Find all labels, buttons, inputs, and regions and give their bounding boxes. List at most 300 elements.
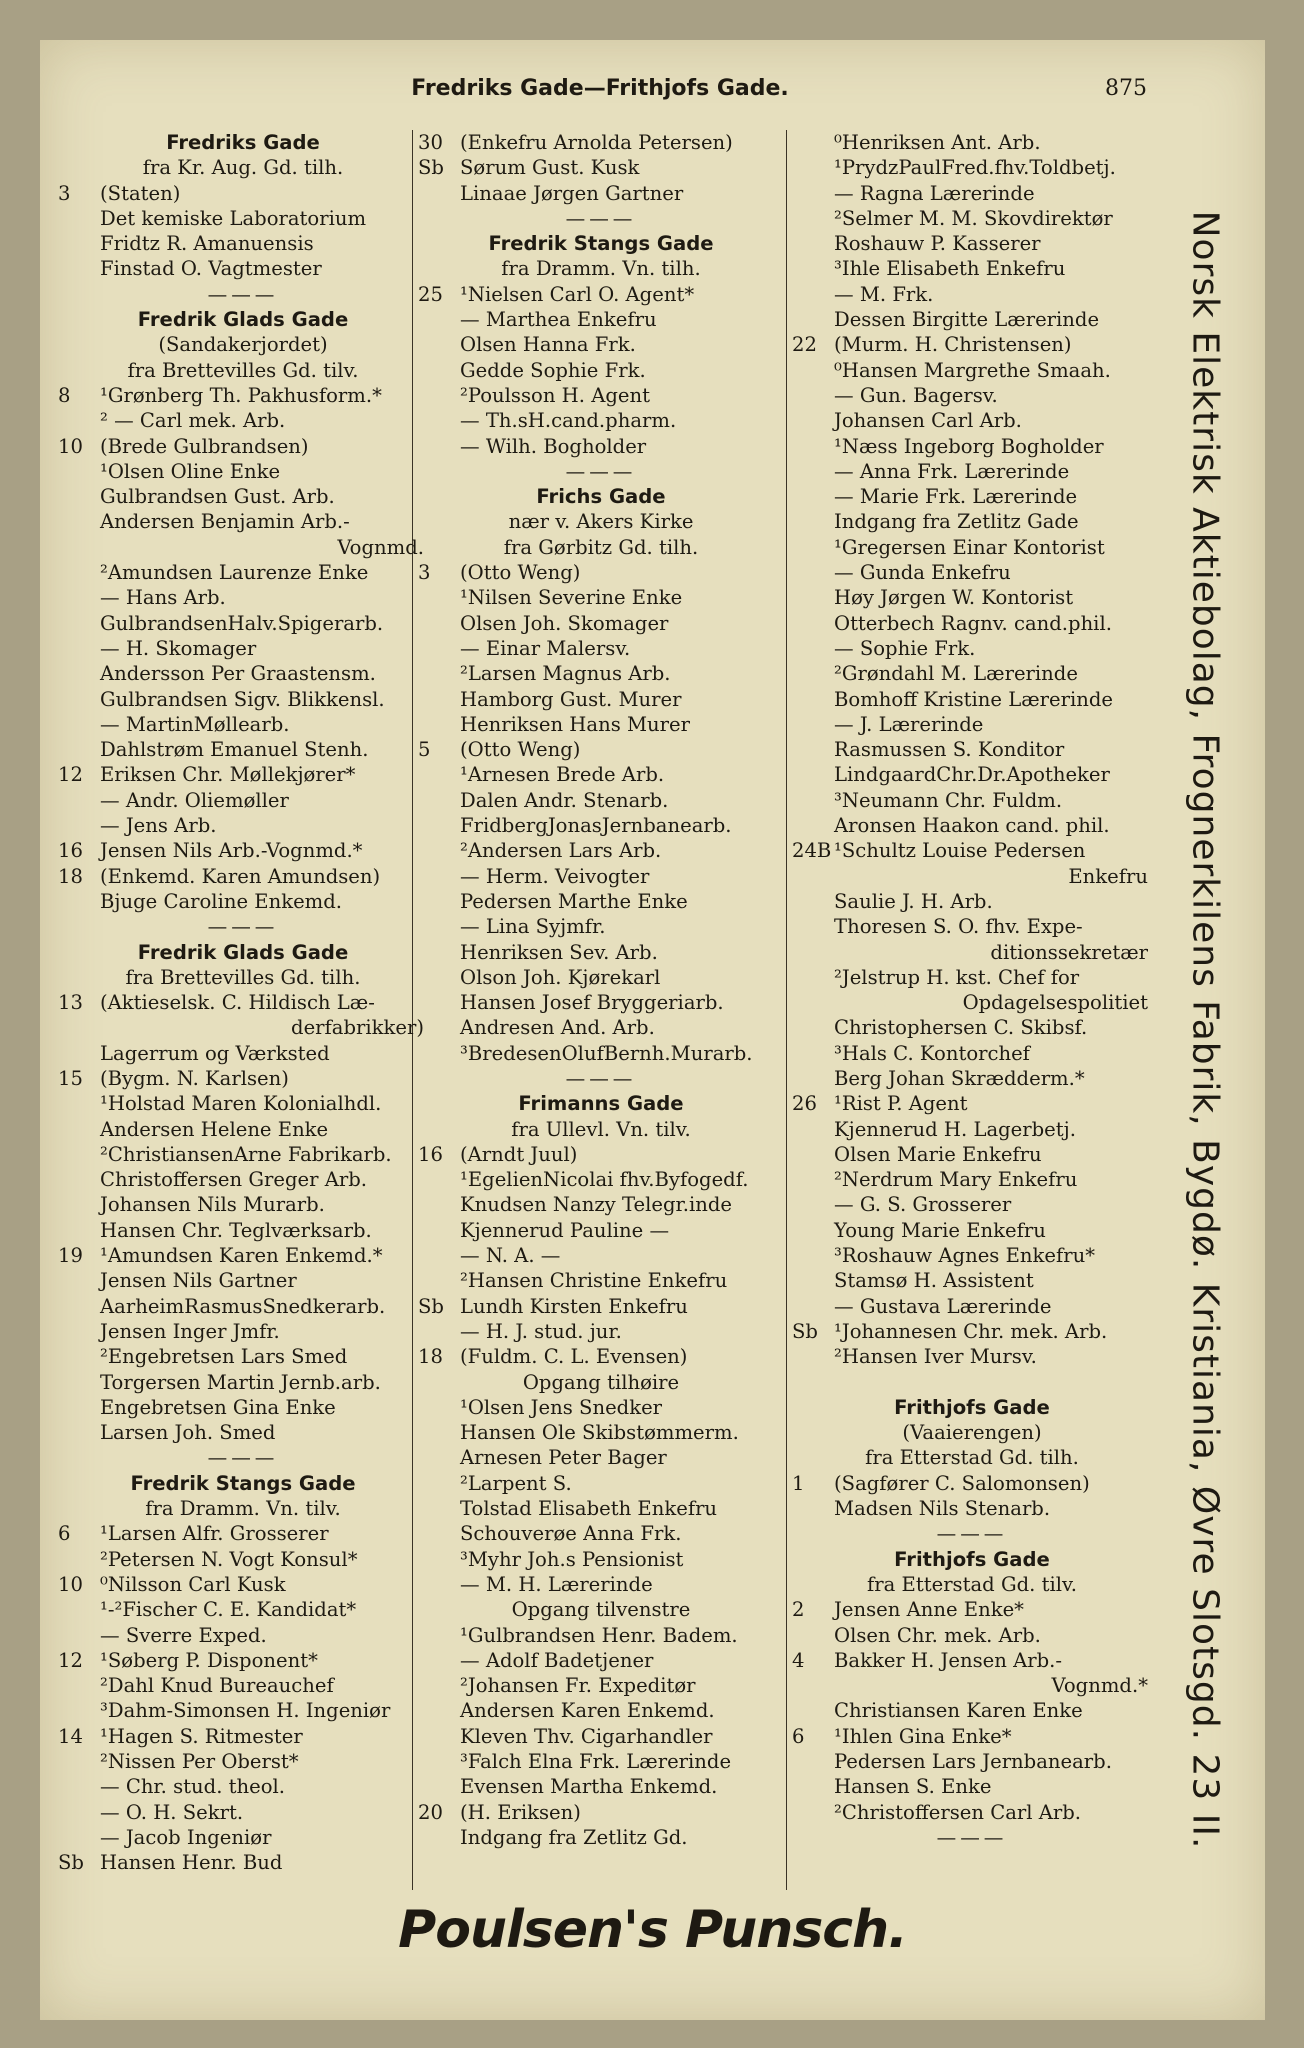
directory-line [792, 712, 1152, 737]
directory-line [418, 838, 784, 863]
line-text: Det kemiske Laboratorium [100, 206, 367, 230]
line-text: Torgersen Martin Jernb.arb. [100, 1370, 381, 1394]
directory-line [58, 1192, 428, 1217]
line-text: (Otto Weng) [460, 561, 581, 585]
directory-line [418, 256, 784, 281]
line-text: — MartinMøllearb. [100, 712, 290, 736]
line-text: ¹-²Fischer C. E. Kandidat* [100, 1598, 357, 1622]
line-text: Frithjofs Gade [894, 1547, 1050, 1571]
line-text: Pedersen Marthe Enke [460, 889, 688, 913]
line-text: Johansen Nils Murarb. [100, 1193, 325, 1217]
directory-line [58, 1724, 428, 1749]
directory-line [792, 1041, 1152, 1066]
directory-line [792, 1572, 1152, 1597]
directory-line [792, 661, 1152, 686]
line-text: Berg Johan Skrædderm.* [834, 1066, 1085, 1090]
column-3 [792, 130, 1152, 1850]
line-text: Rasmussen S. Konditor [834, 738, 1065, 762]
directory-line [418, 1142, 784, 1167]
directory-line [58, 687, 428, 712]
house-number: 8 [58, 383, 71, 407]
directory-line [58, 1698, 428, 1723]
directory-line [792, 889, 1152, 914]
line-text: AarheimRasmusSnedkerarb. [100, 1294, 386, 1318]
directory-line [418, 1623, 784, 1648]
directory-line [58, 1597, 428, 1622]
line-text: Madsen Nils Stenarb. [834, 1497, 1051, 1521]
directory-line [58, 1167, 428, 1192]
house-number: 14 [58, 1724, 83, 1748]
line-text: Andersson Per Graastensm. [100, 662, 376, 686]
line-text: ²Dahl Knud Bureauchef [100, 1674, 334, 1698]
line-text: — Marie Frk. Lærerinde [834, 485, 1078, 509]
house-number: 6 [792, 1724, 805, 1748]
house-number: 15 [58, 1066, 83, 1090]
line-text: — M. H. Lærerinde [460, 1572, 653, 1596]
line-text: Tolstad Elisabeth Enkefru [460, 1497, 718, 1521]
directory-line [792, 1597, 1152, 1622]
line-text: Evensen Martha Enkemd. [460, 1775, 718, 1799]
line-text: fra Etterstad Gd. tilh. [865, 1446, 1079, 1470]
directory-line [418, 965, 784, 990]
line-text: ——— [207, 282, 279, 306]
line-text: Olsen Joh. Skomager [460, 611, 669, 635]
street-heading [58, 130, 428, 155]
directory-line [58, 1370, 428, 1395]
line-text: Kjennerud Pauline — [460, 1218, 670, 1242]
line-text: ⁰Nilsson Carl Kusk [100, 1572, 286, 1596]
house-number: 25 [418, 282, 443, 306]
line-text: Hamborg Gust. Murer [460, 687, 682, 711]
directory-line [792, 1091, 1152, 1116]
line-text: Olsen Hanna Frk. [460, 333, 636, 357]
street-heading [792, 1395, 1152, 1420]
line-text: Saulie J. H. Arb. [834, 889, 993, 913]
directory-line [418, 788, 784, 813]
line-text: ¹Gulbrandsen Henr. Badem. [460, 1623, 738, 1647]
directory-line [418, 864, 784, 889]
line-text: ²Poulsson H. Agent [460, 383, 651, 407]
house-number: 2 [792, 1598, 805, 1622]
line-text: Olsen Chr. mek. Arb. [834, 1623, 1041, 1647]
line-text: — Gun. Bagersv. [834, 383, 998, 407]
directory-line [418, 1420, 784, 1445]
line-text: fra Brettevilles Gd. tilv. [127, 358, 359, 382]
line-text: (Arndt Juul) [460, 1142, 578, 1166]
directory-line [418, 1825, 784, 1850]
line-text: Opgang tilhøire [522, 1370, 680, 1394]
line-text: (Sagfører C. Salomonsen) [834, 1471, 1090, 1495]
line-text: ³Roshauw Agnes Enkefru* [834, 1244, 1095, 1268]
line-text: ²Hansen Christine Enkefru [460, 1269, 728, 1293]
line-text: ² — Carl mek. Arb. [100, 409, 286, 433]
line-text: — Einar Malersv. [460, 636, 631, 660]
line-text: Young Marie Enkefru [834, 1218, 1046, 1242]
directory-line [792, 155, 1152, 180]
directory-line [58, 838, 428, 863]
directory-line [58, 1344, 428, 1369]
directory-line [792, 1496, 1152, 1521]
line-text: Larsen Joh. Smed [100, 1421, 276, 1445]
footer-advertisement: Poulsen's Punsch. [398, 1900, 907, 1960]
directory-line [418, 1800, 784, 1825]
line-text: ³Myhr Joh.s Pensionist [460, 1547, 684, 1571]
directory-line [792, 1749, 1152, 1774]
directory-line [58, 661, 428, 686]
line-text: Schouverøe Anna Frk. [460, 1522, 682, 1546]
directory-line [418, 155, 784, 180]
line-text: ¹Nilsen Severine Enke [460, 586, 683, 610]
line-text: (Brede Gulbrandsen) [100, 434, 309, 458]
directory-line [58, 1648, 428, 1673]
directory-line [792, 1370, 1152, 1395]
line-text: — Hans Arb. [100, 586, 226, 610]
directory-line [418, 1471, 784, 1496]
line-text: Bakker H. Jensen Arb.- [834, 1648, 1063, 1672]
directory-line [792, 332, 1152, 357]
line-text: Fredriks Gade [166, 131, 320, 154]
directory-line [792, 585, 1152, 610]
directory-line [418, 762, 784, 787]
line-text: ³Neumann Chr. Fuldm. [834, 788, 1063, 812]
line-text: ⁰Hansen Margrethe Smaah. [834, 358, 1111, 382]
house-number: 24B [792, 839, 832, 863]
page-number: 875 [1105, 76, 1147, 101]
directory-line [58, 1319, 428, 1344]
directory-line [418, 1445, 784, 1470]
directory-line [58, 155, 428, 180]
line-text: Gedde Sophie Frk. [460, 358, 646, 382]
directory-line [58, 1015, 428, 1040]
section-separator [58, 914, 428, 939]
house-number: 22 [792, 333, 817, 357]
directory-line [58, 1117, 428, 1142]
directory-line [418, 1774, 784, 1799]
line-text: ²Jelstrup H. kst. Chef for [834, 965, 1080, 989]
directory-line [58, 535, 428, 560]
line-text: Bjuge Caroline Enkemd. [100, 889, 343, 913]
line-text: Gulbrandsen Sigv. Blikkensl. [100, 687, 385, 711]
line-text: ¹Næss Ingeborg Bogholder [834, 434, 1104, 458]
directory-line [792, 256, 1152, 281]
directory-line [418, 687, 784, 712]
line-text: ——— [565, 206, 637, 230]
line-text: fra Kr. Aug. Gd. tilh. [142, 156, 344, 180]
directory-line [58, 231, 428, 256]
line-text: derfabrikker) [291, 1016, 424, 1040]
directory-line [792, 1268, 1152, 1293]
directory-line [418, 181, 784, 206]
line-text: Hansen Josef Bryggeriarb. [460, 991, 724, 1015]
directory-line [418, 889, 784, 914]
directory-line [58, 1091, 428, 1116]
line-text: (Otto Weng) [460, 738, 581, 762]
directory-line [58, 788, 428, 813]
directory-line [418, 1192, 784, 1217]
line-text: ²Larsen Magnus Arb. [460, 662, 671, 686]
line-text: Eriksen Chr. Møllekjører* [100, 763, 356, 787]
line-text: ¹Hagen S. Ritmester [100, 1724, 303, 1748]
directory-line [58, 459, 428, 484]
line-text: — G. S. Grosserer [834, 1193, 1012, 1217]
line-text: Pedersen Lars Jernbanearb. [834, 1750, 1112, 1773]
house-number: 1 [792, 1471, 805, 1495]
line-text: Frithjofs Gade [894, 1395, 1050, 1419]
house-number: 3 [418, 561, 431, 585]
section-separator [792, 1825, 1152, 1850]
directory-line [58, 1825, 428, 1850]
section-separator [58, 1445, 428, 1470]
line-text: (Sandakerjordet) [158, 333, 328, 357]
line-text: ¹Ihlen Gina Enke* [834, 1724, 1012, 1748]
line-text: Indgang fra Zetlitz Gade [834, 510, 1079, 534]
line-text: ²ChristiansenArne Fabrikarb. [100, 1142, 392, 1166]
directory-line [418, 1243, 784, 1268]
line-text: Fredrik Glads Gade [137, 308, 349, 332]
line-text: Roshauw P. Kasserer [834, 232, 1041, 256]
line-text: Kleven Thv. Cigarhandler [460, 1724, 713, 1748]
line-text: Fredrik Stangs Gade [488, 232, 714, 256]
line-text: ¹Grønberg Th. Pakhusform.* [100, 383, 382, 407]
house-number: 26 [792, 1092, 817, 1116]
line-text: Hansen S. Enke [834, 1775, 992, 1799]
directory-line [58, 1623, 428, 1648]
directory-line [792, 1344, 1152, 1369]
line-text: GulbrandsenHalv.Spigerarb. [100, 611, 384, 635]
directory-line [418, 509, 784, 534]
directory-line [792, 130, 1152, 155]
directory-line [58, 864, 428, 889]
line-text: Andersen Benjamin Arb.- [100, 510, 350, 534]
line-text: — N. A. — [460, 1244, 561, 1268]
directory-page [40, 40, 1265, 2020]
house-number: 10 [58, 1572, 83, 1596]
line-text: Christophersen C. Skibsf. [834, 1016, 1088, 1040]
house-number: 4 [792, 1648, 805, 1672]
directory-line [418, 1344, 784, 1369]
line-text: (H. Eriksen) [460, 1800, 581, 1824]
line-text: — Sophie Frk. [834, 636, 976, 660]
line-text: Bomhoff Kristine Lærerinde [834, 687, 1114, 711]
directory-line [418, 990, 784, 1015]
directory-line [418, 813, 784, 838]
column-divider [786, 130, 787, 1890]
directory-line [792, 813, 1152, 838]
line-text: (Vaaierengen) [902, 1421, 1042, 1445]
directory-line [792, 434, 1152, 459]
section-separator [792, 1521, 1152, 1546]
line-text: ²Petersen N. Vogt Konsul* [100, 1547, 358, 1571]
section-separator [58, 282, 428, 307]
page-title: Fredriks Gade—Frithjofs Gade. [411, 76, 789, 101]
line-text: ²Johansen Fr. Expeditør [460, 1674, 696, 1698]
line-text: — Chr. stud. theol. [100, 1775, 286, 1799]
directory-line [792, 1167, 1152, 1192]
line-text: Otterbech Ragnv. cand.phil. [834, 611, 1112, 635]
directory-line [418, 914, 784, 939]
line-text: fra Ullevl. Vn. tilv. [511, 1117, 691, 1141]
line-text: FridbergJonasJernbanearb. [460, 814, 732, 838]
directory-line [418, 1572, 784, 1597]
line-text: — Lina Syjmfr. [460, 915, 606, 939]
line-text: Henriksen Hans Murer [460, 712, 690, 736]
line-text: ²Nissen Per Oberst* [100, 1750, 299, 1773]
directory-line [792, 965, 1152, 990]
line-text: — Jacob Ingeniør [100, 1825, 272, 1849]
directory-line [418, 1395, 784, 1420]
line-text: — Gustava Lærerinde [834, 1294, 1052, 1318]
line-text: Frichs Gade [536, 485, 666, 509]
directory-line [58, 1774, 428, 1799]
directory-line [792, 509, 1152, 534]
line-text: ³Falch Elna Frk. Lærerinde [460, 1750, 732, 1773]
directory-line [792, 788, 1152, 813]
line-text: Finstad O. Vagtmester [100, 257, 322, 281]
directory-line [418, 358, 784, 383]
street-heading [418, 1091, 784, 1116]
line-text: — Ragna Lærerinde [834, 181, 1035, 205]
house-number: 10 [58, 434, 83, 458]
line-text: (Bygm. N. Karlsen) [100, 1066, 289, 1090]
directory-line [58, 1218, 428, 1243]
directory-line [792, 206, 1152, 231]
directory-line [418, 737, 784, 762]
directory-line [58, 1800, 428, 1825]
directory-line [418, 383, 784, 408]
line-text: Lagerrum og Værksted [100, 1041, 330, 1065]
line-text: Linaae Jørgen Gartner [460, 181, 684, 205]
directory-line [418, 1294, 784, 1319]
directory-line [418, 1749, 784, 1774]
directory-line [58, 611, 428, 636]
line-text: Lundh Kirsten Enkefru [460, 1294, 688, 1318]
street-heading [418, 484, 784, 509]
line-text: ditionssekretær [990, 940, 1148, 964]
directory-line [792, 408, 1152, 433]
directory-line [58, 1850, 428, 1875]
line-text: — Sverre Exped. [100, 1623, 267, 1647]
directory-line [58, 206, 428, 231]
line-text: ——— [565, 459, 637, 483]
directory-line [792, 1243, 1152, 1268]
directory-line [792, 1698, 1152, 1723]
directory-line [792, 1015, 1152, 1040]
directory-line [58, 712, 428, 737]
directory-line [418, 1496, 784, 1521]
house-number: 12 [58, 1648, 83, 1672]
line-text: ²Larpent S. [460, 1471, 572, 1495]
line-text: Johansen Carl Arb. [834, 409, 1022, 433]
directory-line [418, 1319, 784, 1344]
directory-line [792, 1724, 1152, 1749]
directory-line [792, 940, 1152, 965]
side-advertisement [1170, 210, 1240, 1850]
directory-line [58, 383, 428, 408]
directory-line [792, 1445, 1152, 1470]
line-text: ¹PrydzPaulFred.fhv.Toldbetj. [834, 156, 1116, 180]
directory-line [792, 1471, 1152, 1496]
directory-line [58, 434, 428, 459]
line-text: Henriksen Sev. Arb. [460, 940, 658, 964]
directory-line [418, 560, 784, 585]
directory-line [418, 661, 784, 686]
line-text: — H. J. stud. jur. [460, 1319, 622, 1343]
line-text: ——— [207, 1446, 279, 1470]
line-text: (Enkefru Arnolda Petersen) [460, 131, 733, 154]
line-text: — Jens Arb. [100, 814, 217, 838]
directory-line [58, 1547, 428, 1572]
directory-line [792, 1774, 1152, 1799]
directory-line [792, 1192, 1152, 1217]
line-text: Hansen Ole Skibstømmerm. [460, 1421, 739, 1445]
directory-line [792, 560, 1152, 585]
line-text: Fredrik Glads Gade [137, 940, 349, 964]
directory-line [418, 282, 784, 307]
directory-line [792, 687, 1152, 712]
house-number: Sb [792, 1319, 818, 1343]
directory-line [418, 611, 784, 636]
house-number: 5 [418, 738, 431, 762]
street-heading [58, 940, 428, 965]
line-text: Hansen Henr. Bud [100, 1851, 283, 1875]
line-text: ¹Søberg P. Disponent* [100, 1648, 318, 1672]
street-heading [792, 1547, 1152, 1572]
line-text: fra Dramm. Vn. tilv. [145, 1497, 341, 1521]
directory-line [418, 1041, 784, 1066]
line-text: ¹Gregersen Einar Kontorist [834, 535, 1105, 559]
line-text: (Enkemd. Karen Amundsen) [100, 864, 381, 888]
line-text: Olson Joh. Kjørekarl [460, 965, 661, 989]
line-text: Opdagelsespolitiet [962, 991, 1148, 1015]
line-text: Fridtz R. Amanuensis [100, 232, 314, 256]
line-text: Fredrik Stangs Gade [130, 1471, 356, 1495]
line-text: — O. H. Sekrt. [100, 1800, 244, 1824]
directory-line [58, 889, 428, 914]
line-text: Dahlstrøm Emanuel Stenh. [100, 738, 369, 762]
line-text: — Andr. Oliemøller [100, 788, 289, 812]
directory-line [792, 1066, 1152, 1091]
line-text: ¹Olsen Jens Snedker [460, 1395, 663, 1419]
house-number: Sb [418, 156, 444, 180]
directory-line [58, 1420, 428, 1445]
directory-line [792, 307, 1152, 332]
line-text: (Murm. H. Christensen) [834, 333, 1072, 357]
directory-line [792, 1648, 1152, 1673]
line-text: fra Brettevilles Gd. tilh. [125, 965, 361, 989]
line-text: ²Selmer M. M. Skovdirektør [834, 206, 1113, 230]
directory-line [792, 611, 1152, 636]
directory-line [792, 1319, 1152, 1344]
directory-line [792, 914, 1152, 939]
line-text: Dalen Andr. Stenarb. [460, 788, 669, 812]
directory-line [418, 1597, 784, 1622]
directory-line [792, 358, 1152, 383]
line-text: — Adolf Badetjener [460, 1648, 654, 1672]
directory-line [792, 383, 1152, 408]
line-text: Thoresen S. O. fhv. Expe- [834, 915, 1083, 939]
directory-line [418, 535, 784, 560]
line-text: (Fuldm. C. L. Evensen) [460, 1345, 688, 1369]
directory-line [58, 332, 428, 357]
directory-line [58, 737, 428, 762]
line-text: Sørum Gust. Kusk [460, 156, 640, 180]
line-text: Jensen Anne Enke* [834, 1598, 1024, 1622]
line-text: Dessen Birgitte Lærerinde [834, 308, 1100, 332]
directory-line [58, 1041, 428, 1066]
directory-line [58, 560, 428, 585]
line-text: ³BredesenOlufBernh.Murarb. [460, 1041, 753, 1065]
directory-line [792, 990, 1152, 1015]
